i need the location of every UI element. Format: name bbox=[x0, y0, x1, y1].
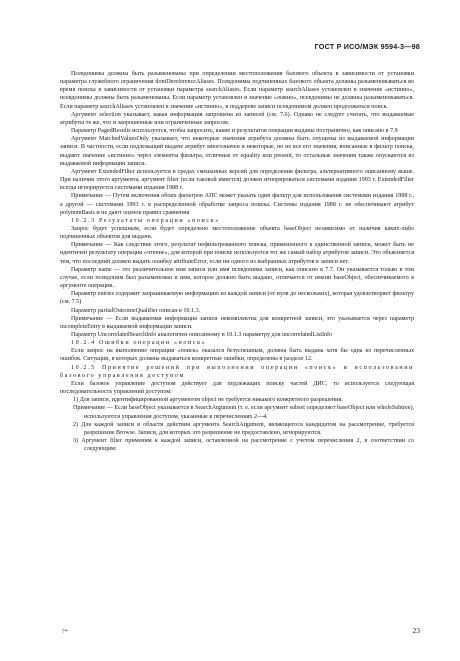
section-heading: 10.2.3 Результаты операции «поиск» bbox=[71, 217, 220, 224]
list-item: 1) Для записи, идентифицированной аргументом object не требуется никакого конкретного разрешения. bbox=[73, 397, 343, 404]
note: Примечание — Если baseObject указывается в SearchArgument (т. е. если аргумент subset определяет baseObject или wholeSubtree), используются управления доступом, указанные в перечислениях 2—4. bbox=[73, 405, 414, 420]
list-item: 3) Аргумент filter применим к каждой записи, оставленной на рассмотрение с учетом перечисления 2, в соответствии со следующим: bbox=[73, 438, 414, 453]
paragraph: Параметр PagedResults используется, чтобы запросить, какие и результатов операции выданы постранично, как описано в 7.9 bbox=[71, 128, 398, 135]
paragraph: Аргумент MatchedValuesOnly указывает, что некоторые значения атрибута должны быть опущены из выдаваемой информации записи. В частности, если подлежащий выдаче атрибут многозначен и некоторые, но не все его значения, вписанные в фильтр поиска, выдают значение «истинно» через элементы фильтра, отличные от equality или present, то остальные значения также опускаются из выдаваемой информации записи. bbox=[60, 136, 414, 167]
section-heading: 10.2.5 Принятие решений при выполнении операции «поиск» и использовании базового управления доступом bbox=[60, 364, 414, 379]
document-header: ГОСТ Р ИСО/МЭК 9594-3—98 bbox=[314, 42, 420, 51]
list-item: 2) Для каждой записи в области действия аргумента SearchArgument, являющегося кандидатом на рассмотрение, требуется разрешение Browse. Записи, для которых это разрешение не предоставлено, игнорируются. bbox=[73, 421, 414, 436]
paragraph: Если запрос на выполнение операции «поиск» оказался безуспешным, должна быть выдана хотя бы одна из перечисленных ошибок. Ситуации, в которых должны выдаваться конкретные ошибки, определены в разделе 12. bbox=[60, 348, 414, 363]
paragraph: Псевдонимы должны быть разыменованы при определении местоположения базового объекта в зависимости от установки параметра служебного ограничения dontDereferenceAliases. Псевдонимы подчиненных базового объекта должны разыменовываться во время поиска в зависимости от установки параметра searchAliases. Если параметр searchAliases установлен в значение «истинно», псевдонимы должны быть разыменованы. Если параметр установлен в значение «ложно», псевдонимы не должны разыменовываться. Если параметр searchAliases установлен в значение «истинно», в поддереве записи псевдонимом должен продолжаться поиск. bbox=[60, 71, 414, 110]
paragraph: Аргумент selection указывает, какая информация запрошена из записей (см. 7.6). Однако не следует считать, что выдаваемые атрибуты те же, что и запрошенные или ограниченные запросом. bbox=[60, 111, 414, 126]
paragraph: Параметр UncorrelatedSearchInfo аналогичен описанному в 10.1.3 параметру для uncorrelatedListInfo bbox=[71, 332, 333, 338]
section-heading: 10.2.4 Ошибки операции «поиск» bbox=[71, 340, 207, 347]
paragraph: Если базовое управление доступом действует для подлежащих поиску частей ДИС, то используется следующая последовательность управлений доступом: bbox=[60, 380, 414, 396]
paragraph: Параметр partialOutcomeQualifier описан в 10.1.3. bbox=[71, 307, 201, 314]
page-number: 23 bbox=[412, 626, 420, 635]
note: Примечание — Если выдаваемая информация записи некомплектна для конкретной записи, это указывается через параметр incompleteEntry в выдаваемой информации записи. bbox=[60, 315, 414, 330]
footer-mark: 7* bbox=[62, 629, 68, 635]
paragraph: Параметр entries содержит запрашиваемую информацию из каждой записи (от нуля до нескольких), которая удовлетворяет фильтру (см. 7.5) bbox=[60, 291, 414, 306]
note: Примечание — Как следствие этого, результат нефильтрованного поиска, примененного к единственной записи, может быть не идентичен результату операции «чтение», для которой при поиске используется тот же самый набор атрибутов записи. Это объясняется тем, что последний должен выдать ошибку attributeError, если ни одного из выбранных атрибутов в записи нет. bbox=[60, 242, 414, 265]
page-body bbox=[60, 70, 414, 453]
note: Примечание — Путем включения обоих фильтров АПС может указать один фильтр для использования системами издания 1988 г., а другой — системами 1993 г. в распределенной обработке запроса поиска. Системы издания 1988 г. не обеспечивают атрибут polynomBasis и не дают оценок правил сравнения bbox=[60, 193, 414, 216]
paragraph: Параметр name — это различительное имя записи или имя псевдонима записи, как описано в 7.7. Он указывается только в том случае, если псевдоним был разыменован и имя, которое должно быть выдано, отличается от имени baseObject, обеспечиваемого в аргументе операции. bbox=[60, 266, 414, 290]
paragraph: Запрос будет успешным, если будет определено местоположение объекта baseObject независимо от наличия каких-либо подчиненных объектов для выдачи. bbox=[60, 225, 414, 241]
paragraph: Аргумент ExtendedFilter используется в средах смешанных версий для определения фильтра, альтернативного описанному выше. При наличии этого аргумента, аргумент filter (если таковой имеется) должен игнорироваться системами издания 1993 г. ExtendedFilter всегда игнорируется системами издания 1988 г. bbox=[60, 168, 414, 192]
